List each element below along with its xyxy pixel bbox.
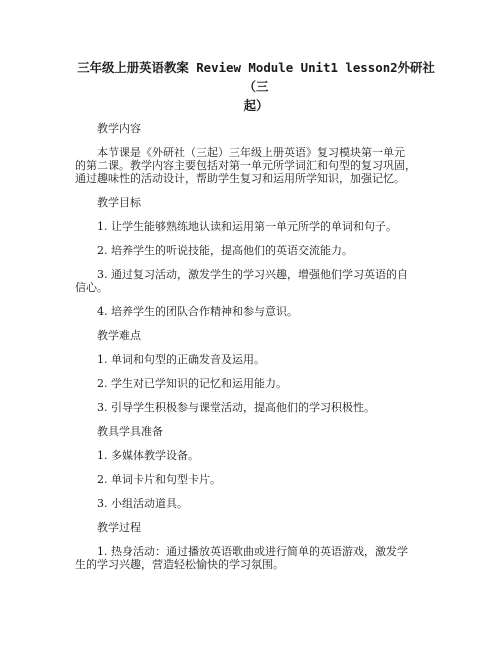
- difficulty-item-1: 1. 单词和句型的正确发音及运用。: [97, 353, 265, 366]
- tool-item-1: 1. 多媒体教学设备。: [97, 449, 199, 462]
- heading-tools: 教具学具准备: [97, 425, 163, 438]
- title-line-2: 起）: [243, 98, 269, 113]
- heading-content: 教学内容: [97, 122, 141, 135]
- goal-item-3: [75, 268, 437, 294]
- title-line-1: 三年级上册英语教案 Review Module Unit1 lesson2外研社（三: [77, 60, 435, 94]
- content-line-1: 本节课是《外研社（三起）三年级上册英语》复习模块第一单元: [97, 146, 405, 159]
- goal-item-4: 4. 培养学生的团队合作精神和参与意识。: [97, 305, 298, 318]
- difficulty-item-2: 2. 学生对已学知识的记忆和运用能力。: [97, 377, 287, 390]
- heading-difficulty: 教学难点: [97, 329, 141, 342]
- goal-item-3-line-1: 3. 通过复习活动，激发学生的学习兴趣，增强他们学习英语的自: [97, 268, 408, 281]
- heading-goals: 教学目标: [97, 196, 141, 209]
- process-item-1-line-1: 1. 热身活动：通过播放英语歌曲或进行简单的英语游戏，激发学: [97, 545, 408, 558]
- tool-item-2: 2. 单词卡片和句型卡片。: [97, 473, 221, 486]
- process-item-1: [75, 545, 437, 571]
- document-page: [75, 58, 437, 582]
- goal-item-2: 2. 培养学生的听说技能，提高他们的英语交流能力。: [97, 244, 353, 257]
- content-line-3: 通过趣味性的活动设计，帮助学生复习和运用所学知识，加强记忆。: [75, 172, 405, 185]
- content-line-2: 的第二课。教学内容主要包括对第一单元所学词汇和句型的复习巩固，: [75, 159, 416, 172]
- content-paragraph: [75, 146, 437, 185]
- goal-item-3-line-2: 信心。: [75, 281, 108, 294]
- document-title: [75, 58, 437, 115]
- tool-item-3: 3. 小组活动道具。: [97, 497, 188, 510]
- heading-process: 教学过程: [97, 521, 141, 534]
- difficulty-item-3: 3. 引导学生积极参与课堂活动，提高他们的学习积极性。: [97, 401, 375, 414]
- process-item-1-line-2: 生的学习兴趣，营造轻松愉快的学习氛围。: [75, 558, 284, 571]
- goal-item-1: 1. 让学生能够熟练地认读和运用第一单元所学的单词和句子。: [97, 220, 397, 233]
